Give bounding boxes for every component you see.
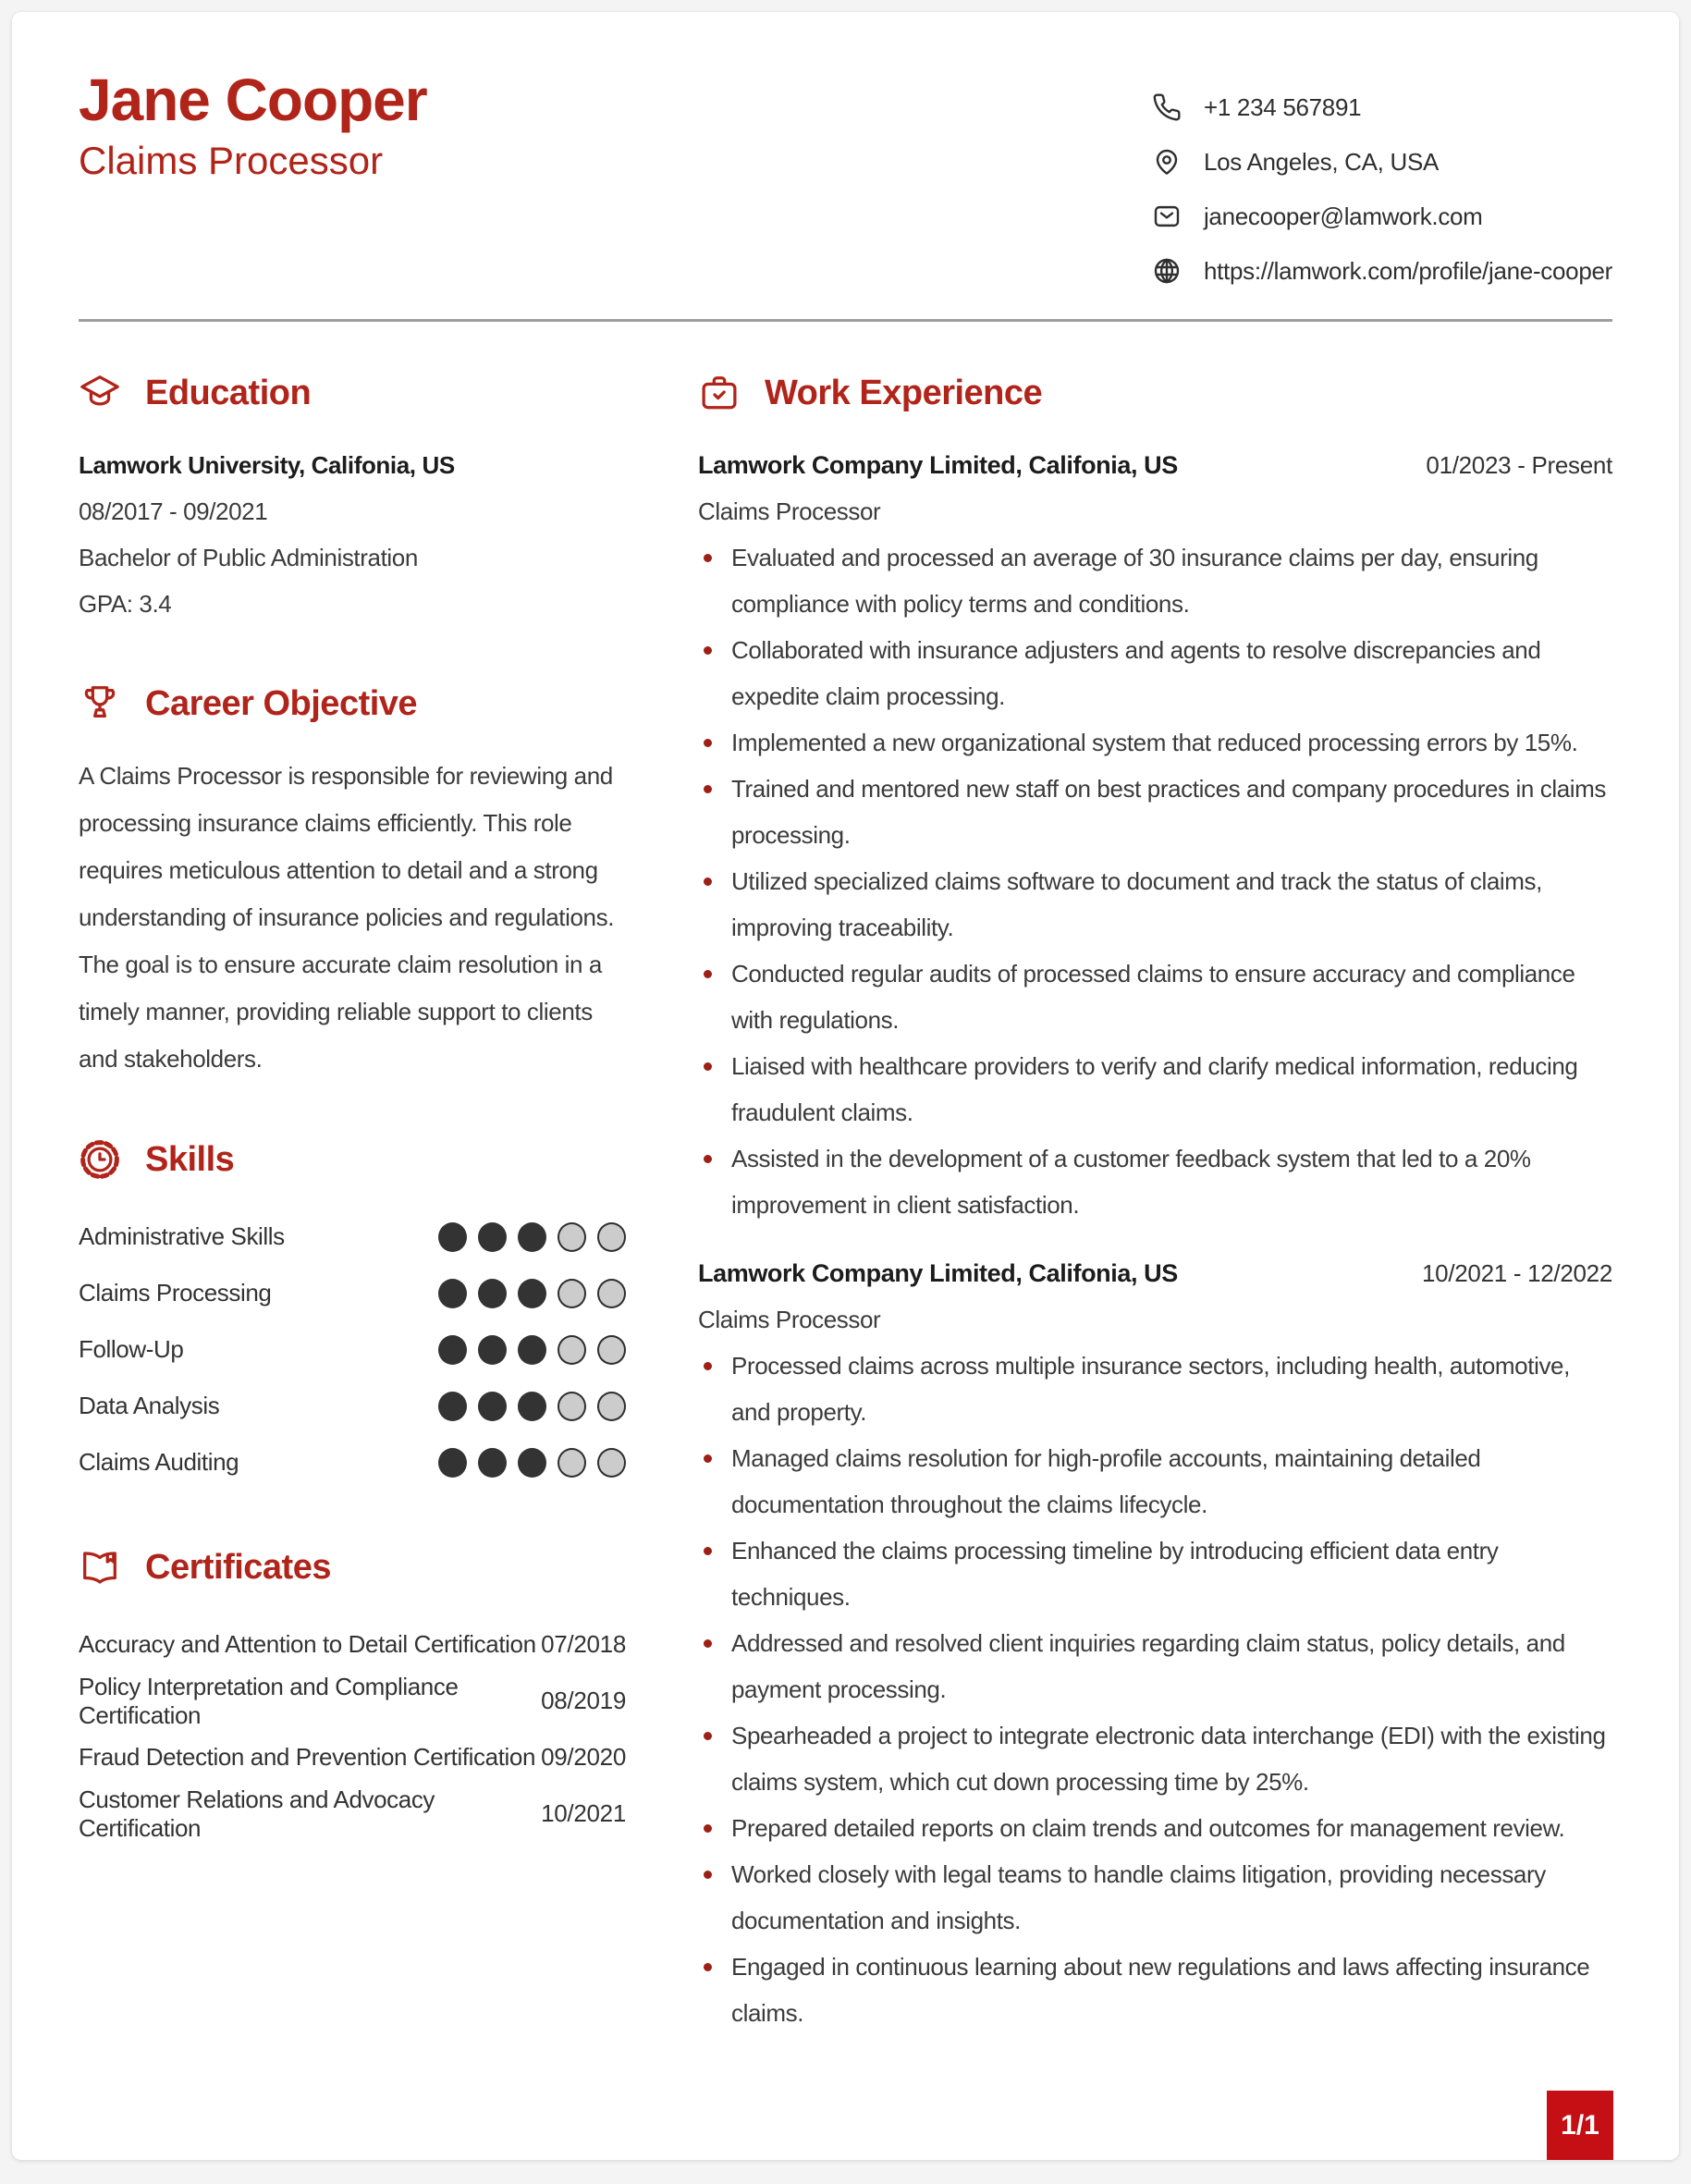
certificates-header [79, 1546, 626, 1589]
job-bullet: Addressed and resolved client inquiries regarding claim status, policy details, and payment processing. [698, 1620, 1612, 1712]
certificate-row [79, 1616, 626, 1673]
job-entry [698, 442, 1612, 1228]
certificate-row [79, 1785, 626, 1842]
skill-dot [558, 1335, 586, 1365]
skills-title: Skills [145, 1139, 235, 1179]
contact-phone [1152, 92, 1612, 123]
job-bullet: Managed claims resolution for high-profile accounts, maintaining detailed documentation throughout the claims lifecycle. [698, 1435, 1612, 1528]
work-experience-title: Work Experience [765, 373, 1043, 412]
job-company: Lamwork Company Limited, Califonia, US [698, 1259, 1178, 1287]
skill-dot [438, 1279, 467, 1308]
person-job-title: Claims Processor [79, 139, 384, 183]
skill-dot [478, 1448, 507, 1478]
briefcase-icon [698, 372, 741, 414]
contact-email [1152, 201, 1612, 232]
skill-row [79, 1378, 626, 1434]
skill-name: Data Analysis [79, 1392, 220, 1419]
skill-row [79, 1321, 626, 1378]
education-school: Lamwork University, Califonia, US [79, 451, 455, 479]
certificate-date: 09/2020 [541, 1743, 626, 1771]
skill-row [79, 1209, 626, 1265]
job-bullet: Collaborated with insurance adjusters and agents to resolve discrepancies and expedite claim processing. [698, 627, 1612, 719]
certificate-name: Customer Relations and Advocacy Certification [79, 1785, 435, 1842]
trophy-icon [79, 682, 121, 725]
work-experience-header [698, 372, 1612, 414]
skill-row [79, 1434, 626, 1491]
section-education [79, 372, 626, 627]
career-objective-text: A Claims Processor is responsible for reviewing and processing insurance claims efficiently. This role requires meticulous attention to detail and a strong understanding of insurance policies and regulations. The goal is to ensure accurate claim resolution in a timely manner, providing reliable support to clients and stakeholders. [79, 762, 615, 1073]
skill-dot [558, 1222, 586, 1252]
job-bullet: Evaluated and processed an average of 30 insurance claims per day, ensuring compliance with policy terms and conditions. [698, 534, 1612, 627]
globe-icon [1152, 256, 1182, 286]
email-text[interactable]: janecooper@lamwork.com [1203, 202, 1483, 230]
job-bullet-list [698, 534, 1612, 1228]
job-bullet: Spearheaded a project to integrate electronic data interchange (EDI) with the existing claims system, which cut down processing time by 25%. [698, 1712, 1612, 1805]
contact-website [1152, 255, 1612, 287]
header-divider [79, 319, 1612, 322]
job-bullet: Enhanced the claims processing timeline by introducing efficient data entry techniques. [698, 1528, 1612, 1620]
skill-dot [558, 1279, 586, 1308]
section-career-objective [79, 682, 626, 1083]
certificate-row [79, 1729, 626, 1785]
job-role: Claims Processor [698, 1306, 881, 1333]
job-company: Lamwork Company Limited, Califonia, US [698, 451, 1178, 479]
skill-dot [438, 1335, 467, 1365]
skill-level-dots [438, 1222, 626, 1252]
person-name: Jane Cooper [79, 67, 427, 133]
open-book-icon [79, 1546, 121, 1589]
job-bullet: Trained and mentored new staff on best practices and company procedures in claims processing. [698, 766, 1612, 858]
skill-dot [518, 1448, 546, 1478]
education-gpa: GPA: 3.4 [79, 590, 172, 618]
skill-dot [478, 1335, 507, 1365]
certificate-date: 07/2018 [541, 1630, 626, 1658]
skills-list [79, 1209, 626, 1491]
skill-dot [438, 1222, 467, 1252]
job-dates: 01/2023 - Present [1426, 451, 1612, 479]
header [79, 69, 1612, 310]
job-bullet: Utilized specialized claims software to document and track the status of claims, improving traceability. [698, 858, 1612, 951]
resume-page [12, 12, 1679, 2160]
skills-header [79, 1138, 626, 1181]
job-entry [698, 1250, 1612, 2036]
phone-icon [1152, 92, 1182, 122]
identity-block [79, 69, 427, 183]
skill-name: Claims Auditing [79, 1448, 239, 1476]
location-text: Los Angeles, CA, USA [1203, 147, 1440, 176]
job-bullet: Liaised with healthcare providers to verify and clarify medical information, reducing fraudulent claims. [698, 1043, 1612, 1135]
right-column [698, 372, 1612, 2036]
skill-dot [597, 1279, 626, 1308]
job-bullet: Implemented a new organizational system that reduced processing errors by 15%. [698, 719, 1612, 766]
skill-dot [518, 1335, 546, 1365]
education-dates: 08/2017 - 09/2021 [79, 497, 268, 525]
job-role: Claims Processor [698, 497, 881, 525]
location-pin-icon [1152, 147, 1182, 177]
email-icon [1152, 202, 1182, 231]
skill-dot [558, 1448, 586, 1478]
skill-dot [597, 1335, 626, 1365]
career-objective-header [79, 682, 626, 725]
skill-dot [478, 1392, 507, 1421]
skill-level-dots [438, 1448, 626, 1478]
skill-level-dots [438, 1335, 626, 1365]
phone-number: +1 234 567891 [1203, 92, 1362, 121]
skill-dot [597, 1448, 626, 1478]
skill-level-dots [438, 1392, 626, 1421]
skill-dot [438, 1392, 467, 1421]
skill-dot [518, 1279, 546, 1308]
page-number-badge: 1/1 [1547, 2091, 1613, 2160]
job-header [698, 1250, 1612, 1296]
certificate-date: 08/2019 [541, 1687, 626, 1714]
main-columns [79, 372, 1612, 2036]
education-header [79, 372, 626, 414]
left-column [79, 372, 626, 2036]
job-header [698, 442, 1612, 488]
education-degree: Bachelor of Public Administration [79, 544, 418, 571]
job-bullet: Processed claims across multiple insurance sectors, including health, automotive, and property. [698, 1343, 1612, 1435]
graduation-cap-icon [79, 372, 121, 414]
skill-row [79, 1265, 626, 1321]
career-objective-title: Career Objective [145, 683, 418, 723]
job-bullet: Prepared detailed reports on claim trends and outcomes for management review. [698, 1805, 1612, 1851]
job-bullet: Engaged in continuous learning about new regulations and laws affecting insurance claims. [698, 1944, 1612, 2036]
website-url[interactable]: https://lamwork.com/profile/jane-cooper [1203, 256, 1612, 285]
certificate-row [79, 1673, 626, 1729]
job-dates: 10/2021 - 12/2022 [1422, 1259, 1612, 1287]
certificates-title: Certificates [145, 1547, 331, 1587]
skill-dot [518, 1392, 546, 1421]
skill-badge-clock-icon [79, 1138, 121, 1181]
skill-dot [518, 1222, 546, 1252]
job-bullet-list [698, 1343, 1612, 2036]
certificates-list [79, 1616, 626, 1842]
contact-location [1152, 146, 1612, 178]
job-bullet: Worked closely with legal teams to handle claims litigation, providing necessary documentation and insights. [698, 1851, 1612, 1944]
job-bullet: Conducted regular audits of processed claims to ensure accuracy and compliance with regulations. [698, 951, 1612, 1043]
skill-dot [597, 1392, 626, 1421]
skill-name: Administrative Skills [79, 1222, 285, 1250]
section-skills [79, 1138, 626, 1491]
education-title: Education [145, 373, 312, 412]
certificate-name: Accuracy and Attention to Detail Certification [79, 1630, 536, 1658]
contact-block [1152, 92, 1612, 310]
skill-dot [478, 1222, 507, 1252]
section-certificates [79, 1546, 626, 1842]
skill-name: Follow-Up [79, 1335, 184, 1363]
skill-level-dots [438, 1279, 626, 1308]
certificate-name: Policy Interpretation and Compliance Certification [79, 1672, 459, 1729]
section-work-experience [698, 372, 1612, 2036]
certificate-date: 10/2021 [541, 1799, 626, 1827]
skill-dot [558, 1392, 586, 1421]
skill-name: Claims Processing [79, 1279, 272, 1307]
skill-dot [438, 1448, 467, 1478]
job-bullet: Assisted in the development of a customer feedback system that led to a 20% improvement in client satisfaction. [698, 1135, 1612, 1228]
certificate-name: Fraud Detection and Prevention Certification [79, 1743, 536, 1771]
skill-dot [597, 1222, 626, 1252]
skill-dot [478, 1279, 507, 1308]
